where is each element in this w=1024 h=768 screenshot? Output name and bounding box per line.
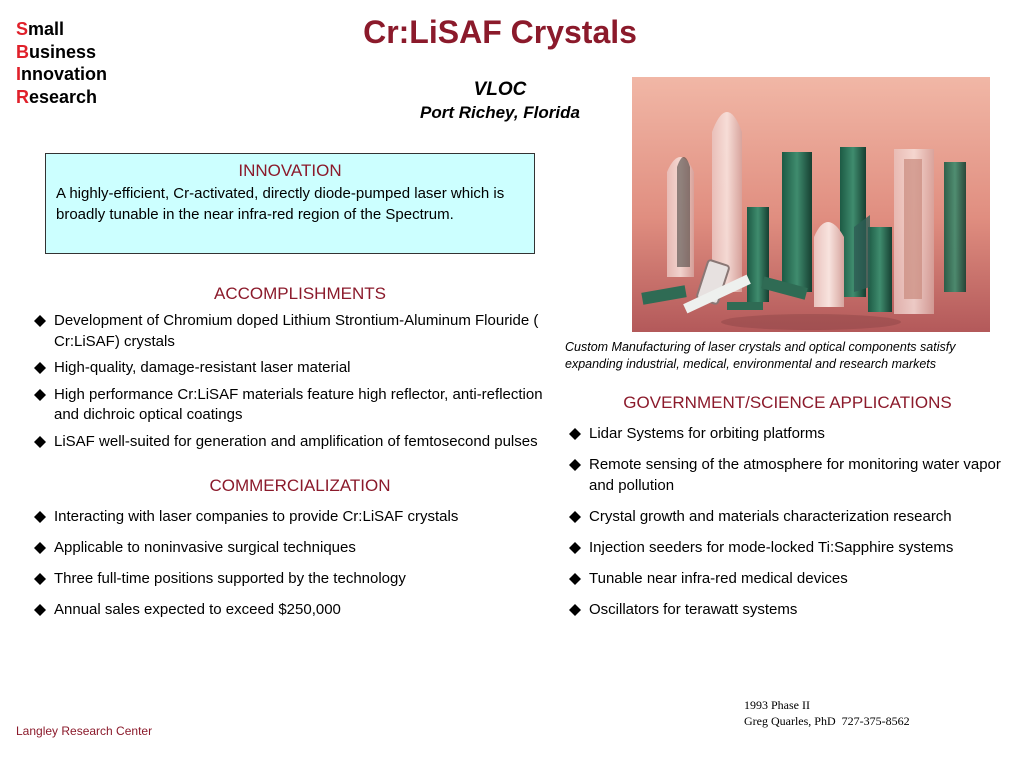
list-item: Injection seeders for mode-locked Ti:Sapphire systems bbox=[565, 538, 1017, 559]
page-title: Cr:LiSAF Crystals bbox=[363, 14, 637, 50]
sbir-line-business: Business bbox=[16, 41, 97, 62]
diamond-bullet-icon bbox=[34, 542, 46, 554]
list-item: Interacting with laser companies to provide Cr:LiSAF crystals bbox=[30, 507, 555, 528]
diamond-bullet-icon bbox=[569, 573, 581, 585]
list-item: Crystal growth and materials characterization research bbox=[565, 507, 1017, 528]
commercialization-list bbox=[30, 507, 555, 621]
diamond-bullet-icon bbox=[34, 604, 46, 616]
phase-info bbox=[744, 697, 910, 729]
diamond-bullet-icon bbox=[569, 542, 581, 554]
sbir-line-innovation: Innovation bbox=[16, 64, 108, 84]
research-center-label: Langley Research Center bbox=[16, 724, 153, 738]
accomplishments-heading: ACCOMPLISHMENTS bbox=[214, 284, 386, 303]
accomplishments-list bbox=[30, 311, 555, 452]
list-item: Oscillators for terawatt systems bbox=[565, 600, 1017, 621]
sbir-line-small: Small bbox=[16, 19, 65, 39]
list-item: Annual sales expected to exceed $250,000 bbox=[30, 600, 555, 621]
diamond-bullet-icon bbox=[34, 362, 46, 374]
phase-label: 1993 Phase II bbox=[744, 698, 810, 712]
list-item: LiSAF well-suited for generation and amplification of femtosecond pulses bbox=[30, 432, 555, 453]
company-block bbox=[390, 78, 610, 124]
list-item: High performance Cr:LiSAF materials feature high reflector, anti-reflection and dichroic optical coatings bbox=[30, 385, 555, 426]
list-item: Tunable near infra-red medical devices bbox=[565, 569, 1017, 590]
list-item: Remote sensing of the atmosphere for monitoring water vapor and pollution bbox=[565, 455, 1017, 496]
diamond-bullet-icon bbox=[569, 428, 581, 440]
company-location: Port Richey, Florida bbox=[420, 103, 580, 122]
diamond-bullet-icon bbox=[34, 573, 46, 585]
diamond-bullet-icon bbox=[34, 315, 46, 327]
diamond-bullet-icon bbox=[569, 604, 581, 616]
list-item: High-quality, damage-resistant laser material bbox=[30, 358, 555, 379]
commercialization-heading: COMMERCIALIZATION bbox=[209, 476, 391, 495]
innovation-text: A highly-efficient, Cr-activated, directly diode-pumped laser which is broadly tunable in the near infra-red region of the Spectrum. bbox=[56, 185, 505, 223]
crystals-illustration bbox=[632, 77, 990, 332]
government-heading: GOVERNMENT/SCIENCE APPLICATIONS bbox=[623, 393, 952, 412]
diamond-bullet-icon bbox=[34, 436, 46, 448]
diamond-bullet-icon bbox=[569, 459, 581, 471]
government-list bbox=[565, 424, 1017, 620]
list-item: Applicable to noninvasive surgical techniques bbox=[30, 538, 555, 559]
diamond-bullet-icon bbox=[34, 389, 46, 401]
list-item: Three full-time positions supported by the technology bbox=[30, 569, 555, 590]
sbir-line-research: Research bbox=[16, 86, 98, 107]
company-name: VLOC bbox=[473, 79, 527, 100]
contact-info: Greg Quarles, PhD 727-375-8562 bbox=[744, 714, 910, 728]
list-item: Development of Chromium doped Lithium Strontium-Aluminum Flouride ( Cr:LiSAF) crystals bbox=[30, 311, 555, 352]
diamond-bullet-icon bbox=[34, 511, 46, 523]
photo-caption: Custom Manufacturing of laser crystals and optical components satisfy expanding industrial, medical, environmental and research markets bbox=[565, 340, 956, 371]
diamond-bullet-icon bbox=[569, 511, 581, 523]
innovation-heading: INNOVATION bbox=[238, 161, 342, 180]
innovation-box bbox=[45, 153, 535, 254]
crystals-photo bbox=[632, 77, 990, 332]
list-item: Lidar Systems for orbiting platforms bbox=[565, 424, 1017, 445]
